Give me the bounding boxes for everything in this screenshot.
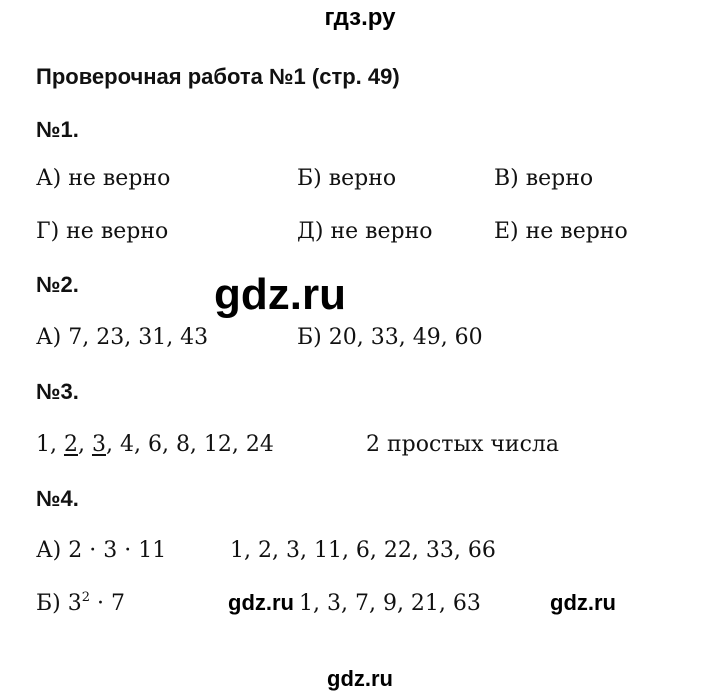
task4-expression-a: А) 2 · 3 · 11 bbox=[36, 538, 167, 563]
task2-answer-a: А) 7, 23, 31, 43 bbox=[36, 325, 209, 350]
task1-answer-b: Б) верно bbox=[297, 166, 397, 191]
site-header: гдз.ру bbox=[324, 4, 396, 31]
task1-answer-a: А) не верно bbox=[36, 166, 171, 191]
task4-expression-b bbox=[36, 591, 125, 617]
task1-answer-e: Е) не верно bbox=[494, 219, 628, 244]
task1-answer-g: Г) не верно bbox=[36, 219, 169, 244]
expression-text: Б) 3 bbox=[36, 591, 82, 616]
task4-label: №4. bbox=[36, 486, 79, 511]
task2-answer-b: Б) 20, 33, 49, 60 bbox=[297, 325, 483, 350]
task3-divisor-list bbox=[36, 432, 274, 458]
task3-note: 2 простых числа bbox=[366, 432, 560, 457]
task1-answer-v: В) верно bbox=[494, 166, 594, 191]
task1-answer-d: Д) не верно bbox=[297, 219, 433, 244]
task4-divisors-b: 1, 3, 7, 9, 21, 63 bbox=[299, 591, 481, 616]
divisor-text: , 4, 6, 8, 12, 24 bbox=[105, 432, 274, 457]
exponent: 2 bbox=[81, 589, 91, 605]
task1-label: №1. bbox=[36, 117, 79, 142]
underlined-prime-3: 3 bbox=[91, 432, 106, 457]
expression-text: · 7 bbox=[90, 591, 126, 616]
task4-divisors-a: 1, 2, 3, 11, 6, 22, 33, 66 bbox=[230, 538, 496, 563]
task2-label: №2. bbox=[36, 272, 79, 297]
divisor-text: , bbox=[77, 432, 92, 457]
underlined-prime-2: 2 bbox=[63, 432, 78, 457]
watermark-big: gdz.ru bbox=[214, 270, 346, 319]
watermark-small-left: gdz.ru bbox=[228, 590, 294, 615]
watermark-footer: gdz.ru bbox=[327, 666, 393, 691]
divisor-text: 1, bbox=[36, 432, 64, 457]
watermark-small-right: gdz.ru bbox=[550, 590, 616, 615]
task3-label: №3. bbox=[36, 379, 79, 404]
page-title: Проверочная работа №1 (стр. 49) bbox=[36, 64, 400, 89]
